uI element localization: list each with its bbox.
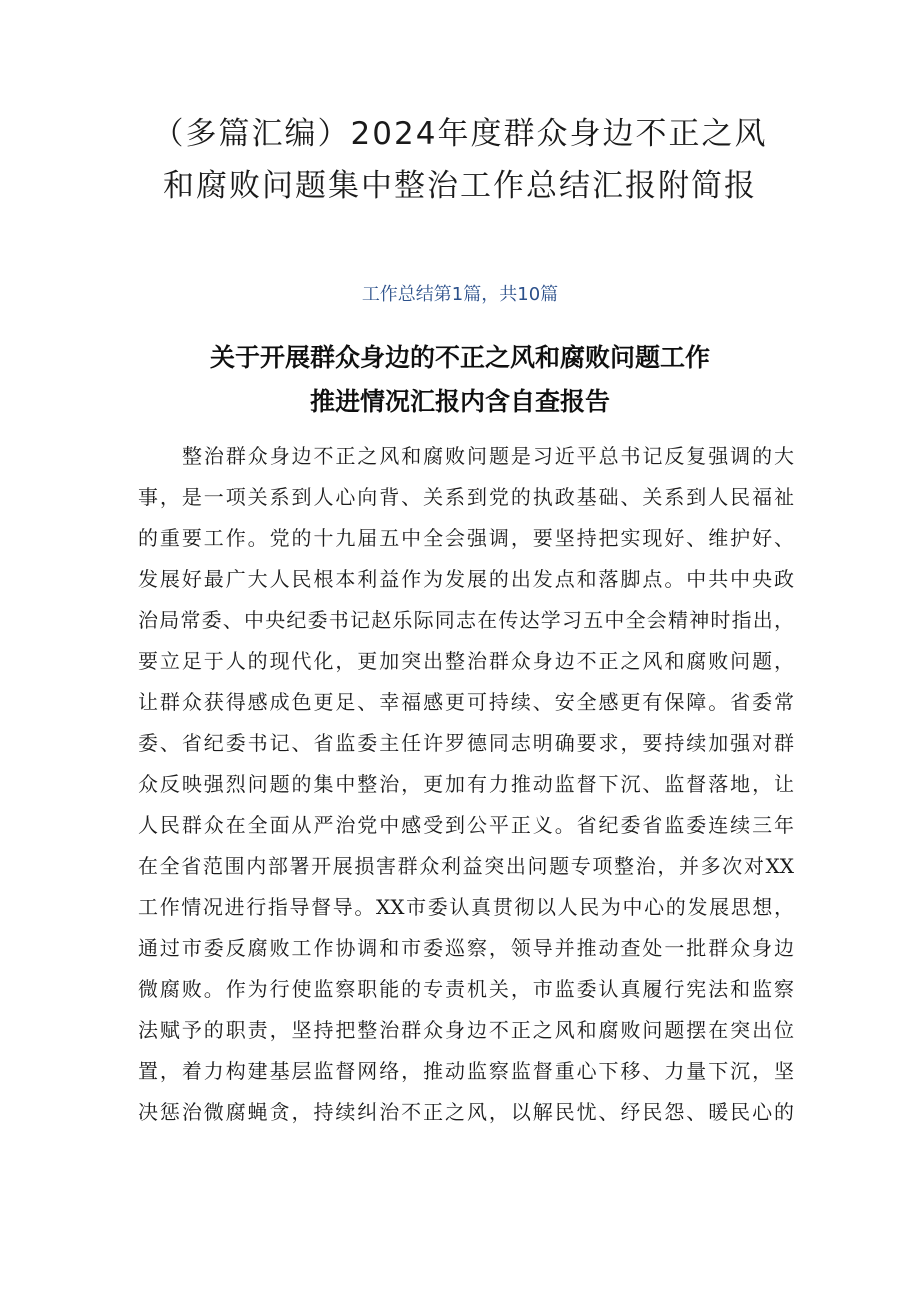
body-line: 事，是一项关系到人心向背、关系到党的执政基础、关系到人民福祉 [138,485,794,509]
document-title [120,108,800,212]
section-title-line: 推进情况汇报内含自查报告 [309,387,610,416]
body-line: 法赋予的职责，坚持把整治群众身边不正之风和腐败问题摆在突出位 [138,1018,794,1042]
body-line: 发展好最广大人民根本利益作为发展的出发点和落脚点。中共中央政 [138,567,794,591]
body-line: 治局常委、中央纪委书记赵乐际同志在传达学习五中全会精神时指出， [138,608,794,632]
body-line: 置，着力构建基层监督网络，推动监察监督重心下移、力量下沉，坚 [138,1059,794,1083]
body-line: 委、省纪委书记、省监委主任许罗德同志明确要求，要持续加强对群 [138,731,794,755]
section-title-line: 关于开展群众身边的不正之风和腐败问题工作 [209,343,710,372]
section-title [130,336,790,424]
body-line: 要立足于人的现代化，更加突出整治群众身边不正之风和腐败问题， [138,649,794,673]
body-line: 在全省范围内部署开展损害群众利益突出问题专项整治，并多次对XX [138,854,794,878]
body-line: 人民群众在全面从严治党中感受到公平正义。省纪委省监委连续三年 [138,813,794,837]
document-title-line: （多篇汇编）2024年度群众身边不正之风 [152,116,768,152]
body-line: 让群众获得感成色更足、幸福感更可持续、安全感更有保障。省委常 [138,690,794,714]
body-line: 整治群众身边不正之风和腐败问题是习近平总书记反复强调的大 [182,444,794,468]
body-paragraph [138,436,794,1133]
body-line: 决惩治微腐蝇贪，持续纠治不正之风，以解民忧、纾民怨、暖民心的 [138,1100,794,1124]
document-title-line: 和腐败问题集中整治工作总结汇报附简报 [163,168,757,204]
body-line: 工作情况进行指导督导。XX市委认真贯彻以人民为中心的发展思想， [138,895,794,919]
body-line: 通过市委反腐败工作协调和市委巡察，领导并推动查处一批群众身边 [138,936,794,960]
body-line: 微腐败。作为行使监察职能的专责机关，市监委认真履行宪法和监察 [138,977,794,1001]
body-line: 众反映强烈问题的集中整治，更加有力推动监督下沉、监督落地，让 [138,772,794,796]
body-line: 的重要工作。党的十九届五中全会强调，要坚持把实现好、维护好、 [138,526,794,550]
article-counter: 工作总结第1篇，共10篇 [361,284,559,305]
